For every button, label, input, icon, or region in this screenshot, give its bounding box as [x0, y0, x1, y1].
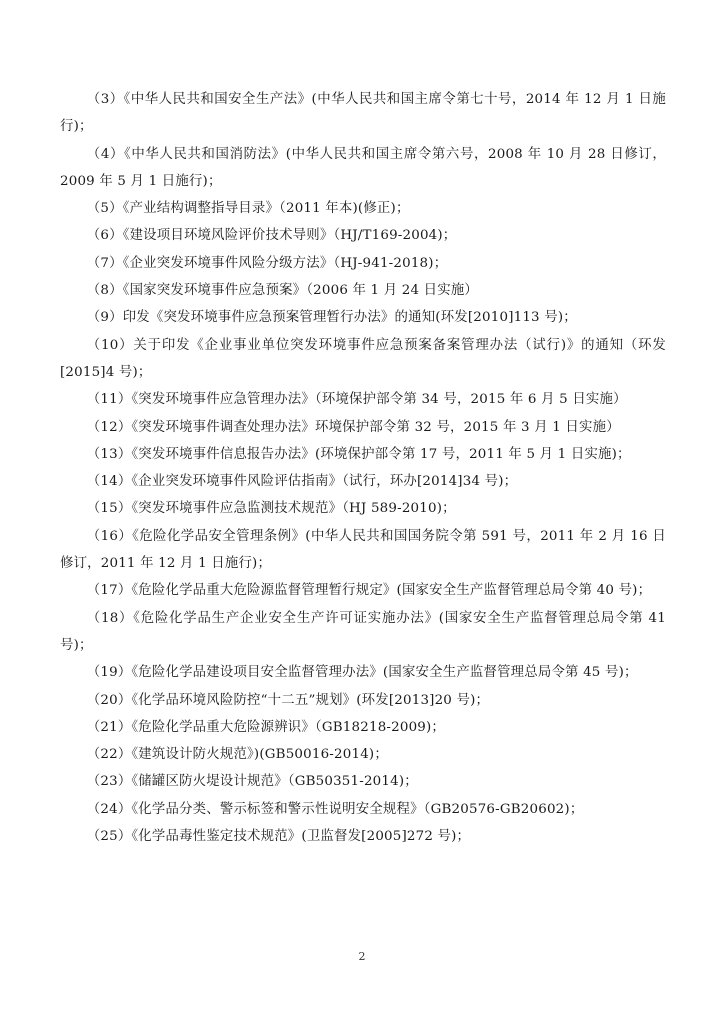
list-item: （25）《化学品毒性鉴定技术规范》(卫监督发[2005]272 号)；: [86, 829, 471, 845]
list-item: （4）《中华人民共和国消防法》(中华人民共和国主席令第六号，2008 年 10 月 28 日修订，2009 年 5 月 1 日施行)；: [60, 146, 666, 189]
list-item: （6）《建设项目环境风险评价技术导则》（HJ/T169-2004)；: [86, 228, 457, 244]
list-item: （7）《企业突发环境事件风险分级方法》（HJ-941-2018)；: [86, 255, 448, 271]
list-item: （20）《化学品环境风险防控“十二五”规划》(环发[2013]20 号)；: [86, 692, 490, 708]
list-item: （9）印发《突发环境事件应急预案管理暂行办法》的通知(环发[2010]113 号)；: [86, 310, 577, 326]
list-item: （8）《国家突发环境事件应急预案》（2006 年 1 月 24 日实施）: [86, 283, 479, 299]
page-number: 2: [358, 950, 366, 963]
list-item: （24）《化学品分类、警示标签和警示性说明安全规程》（GB20576-GB20602)；: [86, 801, 584, 817]
list-item: （12）《突发环境事件调查处理办法》环境保护部令第 32 号，2015 年 3 月 1 日实施）: [86, 419, 620, 435]
list-item: （22）《建筑设计防火规范》)(GB50016-2014)；: [86, 747, 388, 763]
list-item: （16）《危险化学品安全管理条例》(中华人民共和国国务院令第 591 号，2011 年 2 月 16 日修订，2011 年 12 月 1 日施行)；: [60, 528, 666, 572]
list-item: （17）《危险化学品重大危险源监督管理暂行规定》(国家安全生产监督管理总局令第 40 号)；: [86, 583, 652, 599]
regulation-list: [60, 86, 666, 850]
list-item: （18）《危险化学品生产企业安全生产许可证实施办法》(国家安全生产监督管理总局令第 41 号)；: [60, 610, 666, 653]
list-item: （5）《产业结构调整指导目录》（2011 年本)(修正)；: [86, 201, 410, 217]
list-item: （23）《储罐区防火堤设计规范》（GB50351-2014)；: [86, 774, 418, 790]
list-item: （11）《突发环境事件应急管理办法》（环境保护部令第 34 号，2015 年 6 月 5 日实施）: [86, 392, 627, 408]
list-item: （21）《危险化学品重大危险源辨识》（GB18218-2009)；: [86, 719, 446, 735]
list-item: （15）《突发环境事件应急监测技术规范》（HJ 589-2010)；: [86, 501, 456, 517]
list-item: （19）《危险化学品建设项目安全监督管理办法》(国家安全生产监督管理总局令第 45 号)；: [86, 665, 638, 681]
list-item: （13）《突发环境事件信息报告办法》(环境保护部令第 17 号，2011 年 5 月 1 日实施)；: [86, 446, 631, 462]
list-item: （3）《中华人民共和国安全生产法》(中华人民共和国主席令第七十号，2014 年 12 月 1 日施行)；: [60, 92, 666, 135]
list-item: （10）关于印发《企业事业单位突发环境事件应急预案备案管理办法（试行)》的通知（环发[2015]4 号)；: [60, 337, 666, 380]
list-item: （14）《企业突发环境事件风险评估指南》（试行，环办[2014]34 号)；: [86, 474, 518, 490]
